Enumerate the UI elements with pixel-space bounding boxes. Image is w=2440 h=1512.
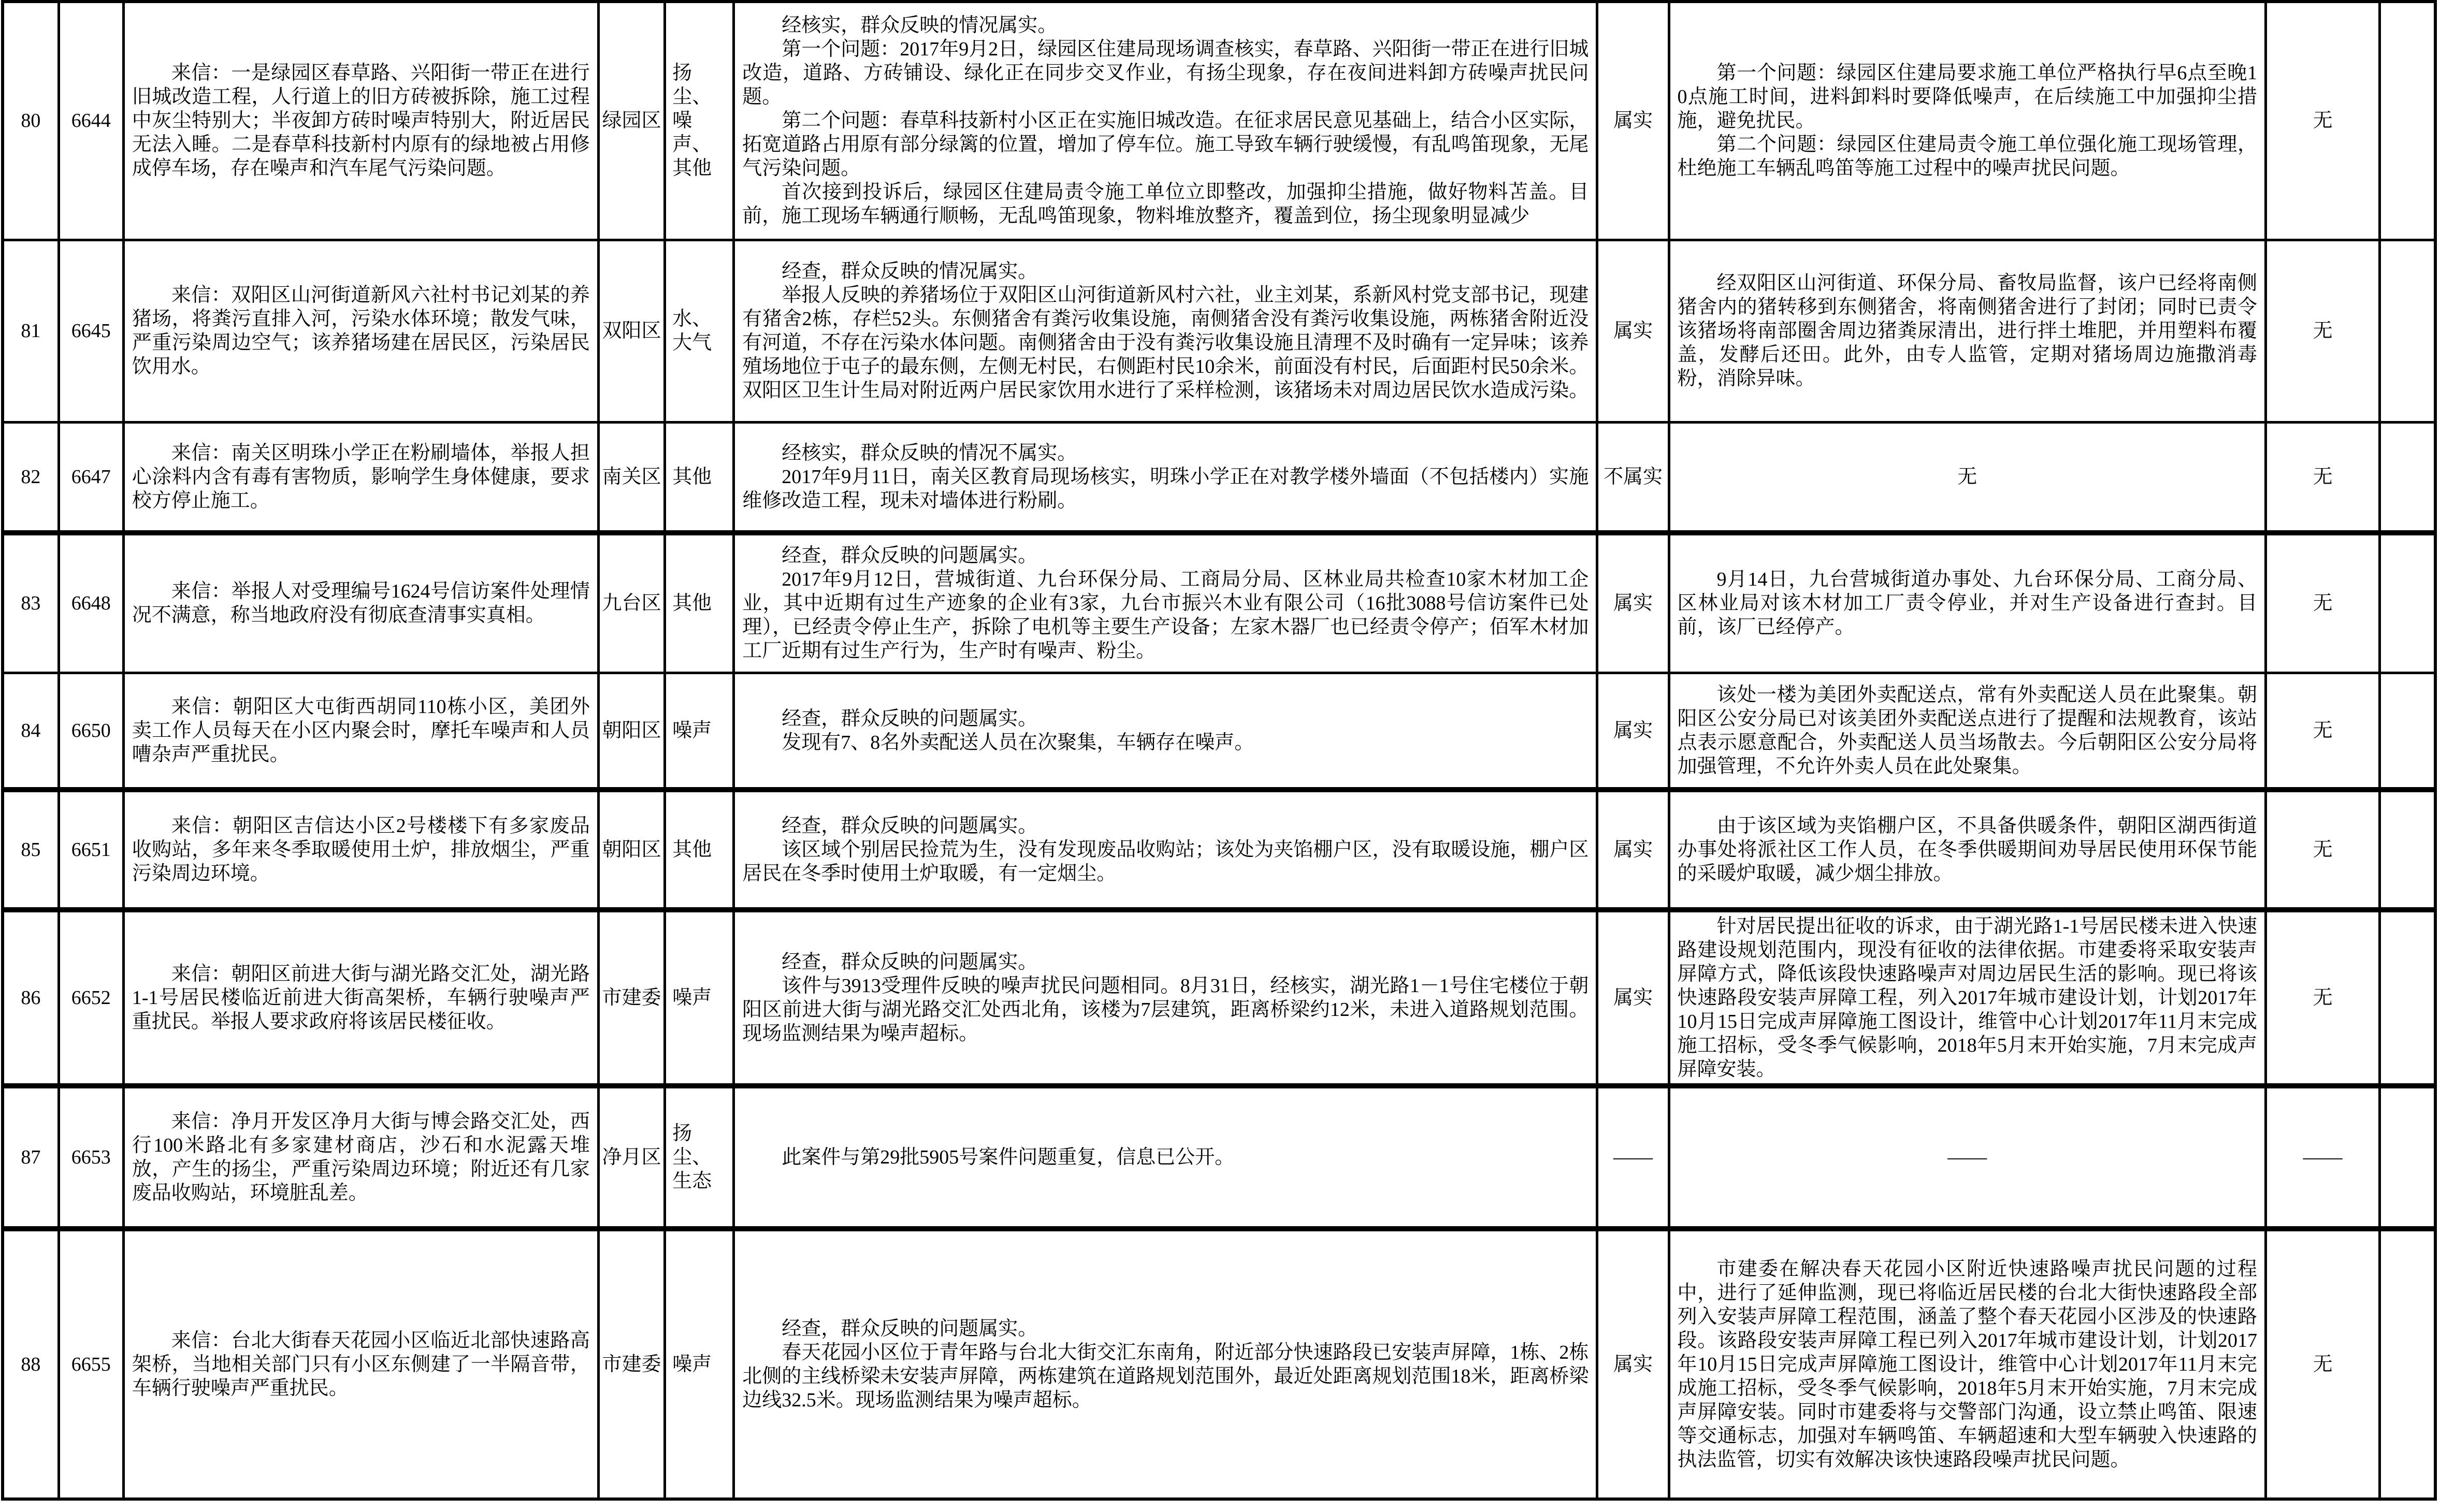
cell-remark: [2380, 2, 2435, 240]
cell-verified: 属实: [1597, 533, 1669, 673]
cell-measures: 针对居民提出征收的诉求，由于湖光路1-1号居民楼未进入快速路建设规划范围内，现没有征收的法律依据。市建委将采取安装声屏障方式，降低该段快速路噪声对周边居民生活的影响。现已将该快速路段安装声屏障工程，列入2017年城市建设计划，计划2017年10月15日完成声屏障施工图设计，维管中心计划2017年11月末完成施工招标，受冬季气候影响，2018年5月末开始实施，7月末完成声屏障安装。: [1669, 910, 2265, 1086]
cell-remark: [2380, 1229, 2435, 1499]
cell-case-id: 6648: [59, 533, 123, 673]
cell-complaint: 来信：举报人对受理编号1624号信访案件处理情况不满意，称当地政府没有彻底查清事实真相。: [123, 533, 598, 673]
cell-verified: 属实: [1597, 790, 1669, 910]
cell-case-id: 6652: [59, 910, 123, 1086]
cell-accountability: 无: [2266, 910, 2380, 1086]
table-body: [3, 2, 2435, 1499]
cell-row-number: 83: [3, 533, 59, 673]
table-row: [3, 673, 2435, 790]
cell-investigation: 经核实，群众反映的情况属实。 第一个问题：2017年9月2日，绿园区住建局现场调查核实，春草路、兴阳街一带正在进行旧城改造，道路、方砖铺设、绿化正在同步交叉作业，有扬尘现象，存在夜间进料卸方砖噪声扰民问题。 第二个问题：春草科技新村小区正在实施旧城改造。在征求居民意见基础上，结合小区实际，拓宽道路占用原有部分绿篱的位置，增加了停车位。施工导致车辆行驶缓慢，有乱鸣笛现象，无尾气污染问题。 首次接到投诉后，绿园区住建局责令施工单位立即整改，加强抑尘措施，做好物料苫盖。目前，施工现场车辆通行顺畅，无乱鸣笛现象，物料堆放整齐，覆盖到位，扬尘现象明显减少: [734, 2, 1597, 240]
cell-measures: 市建委在解决春天花园小区附近快速路噪声扰民问题的过程中，进行了延伸监测，现已将临近居民楼的台北大街快速路段全部列入安装声屏障工程范围，涵盖了整个春天花园小区涉及的快速路段。该路段安装声屏障工程已列入2017年城市建设计划，计划2017年10月15日完成声屏障施工图设计，维管中心计划2017年11月末完成施工招标，受冬季气候影响，2018年5月末开始实施，7月末完成声屏障安装。同时市建委将与交警部门沟通，设立禁止鸣笛、限速等交通标志，加强对车辆鸣笛、车辆超速和大型车辆驶入快速路的执法监管，切实有效解决该快速路段噪声扰民问题。: [1669, 1229, 2265, 1499]
cell-verified: 不属实: [1597, 422, 1669, 533]
cell-row-number: 86: [3, 910, 59, 1086]
cell-accountability: 无: [2266, 673, 2380, 790]
cell-row-number: 88: [3, 1229, 59, 1499]
cell-measures: 第一个问题：绿园区住建局要求施工单位严格执行早6点至晚10点施工时间，进料卸料时要降低噪声，在后续施工中加强抑尘措施，避免扰民。 第二个问题：绿园区住建局责令施工单位强化施工现场管理，杜绝施工车辆乱鸣笛等施工过程中的噪声扰民问题。: [1669, 2, 2265, 240]
cell-category: 噪声: [665, 673, 734, 790]
table-row: [3, 533, 2435, 673]
cell-district: 朝阳区: [598, 790, 665, 910]
cell-district: 市建委: [598, 910, 665, 1086]
cell-case-id: 6655: [59, 1229, 123, 1499]
cell-district: 朝阳区: [598, 673, 665, 790]
cell-investigation: 经查，群众反映的情况属实。 举报人反映的养猪场位于双阳区山河街道新风村六社，业主刘某，系新风村党支部书记，现建有猪舍2栋，存栏52头。东侧猪舍有粪污收集设施，南侧猪舍没有粪污收集设施，两栋猪舍附近没有河道，不存在污染水体问题。南侧猪舍由于没有粪污收集设施且清理不及时确有一定异味；该养殖场地位于屯子的最东侧，左侧无村民，右侧距村民10余米，前面没有村民，后面距村民50余米。双阳区卫生计生局对附近两户居民家饮用水进行了采样检测，该猪场未对周边居民饮水造成污染。: [734, 240, 1597, 422]
cell-measures: ——: [1669, 1086, 2265, 1229]
table-row: [3, 422, 2435, 533]
cell-case-id: 6653: [59, 1086, 123, 1229]
cell-verified: 属实: [1597, 240, 1669, 422]
cell-remark: [2380, 533, 2435, 673]
cell-district: 九台区: [598, 533, 665, 673]
cell-row-number: 84: [3, 673, 59, 790]
cell-case-id: 6651: [59, 790, 123, 910]
cell-row-number: 85: [3, 790, 59, 910]
cell-investigation: 经查，群众反映的问题属实。 2017年9月12日，营城街道、九台环保分局、工商局分局、区林业局共检查10家木材加工企业，其中近期有过生产迹象的企业有3家，九台市振兴木业有限公司（16批3088号信访案件已处理），已经责令停止生产，拆除了电机等主要生产设备；左家木器厂也已经责令停产；佰军木材加工厂近期有过生产行为，生产时有噪声、粉尘。: [734, 533, 1597, 673]
cell-complaint: 来信：朝阳区前进大街与湖光路交汇处，湖光路1-1号居民楼临近前进大街高架桥，车辆行驶噪声严重扰民。举报人要求政府将该居民楼征收。: [123, 910, 598, 1086]
cell-verified: 属实: [1597, 910, 1669, 1086]
cell-complaint: 来信：朝阳区大屯街西胡同110栋小区，美团外卖工作人员每天在小区内聚会时，摩托车噪声和人员嘈杂声严重扰民。: [123, 673, 598, 790]
cell-measures: 该处一楼为美团外卖配送点，常有外卖配送人员在此聚集。朝阳区公安分局已对该美团外卖配送点进行了提醒和法规教育，该站点表示愿意配合，外卖配送人员当场散去。今后朝阳区公安分局将加强管理，不允许外卖人员在此处聚集。: [1669, 673, 2265, 790]
cell-verified: 属实: [1597, 1229, 1669, 1499]
cell-accountability: ——: [2266, 1086, 2380, 1229]
cell-complaint: 来信：朝阳区吉信达小区2号楼楼下有多家废品收购站，多年来冬季取暖使用土炉，排放烟尘，严重污染周边环境。: [123, 790, 598, 910]
cell-category: 水、大气: [665, 240, 734, 422]
cell-investigation: 经查，群众反映的问题属实。 该件与3913受理件反映的噪声扰民问题相同。8月31日，经核实，湖光路1－1号住宅楼位于朝阳区前进大街与湖光路交汇处西北角，该楼为7层建筑，距离桥梁约12米，未进入道路规划范围。现场监测结果为噪声超标。: [734, 910, 1597, 1086]
cell-category: 其他: [665, 422, 734, 533]
cell-verified: 属实: [1597, 673, 1669, 790]
table-row: [3, 240, 2435, 422]
cell-category: 扬尘、噪声、其他: [665, 2, 734, 240]
cell-district: 绿园区: [598, 2, 665, 240]
table-row: [3, 910, 2435, 1086]
cell-case-id: 6650: [59, 673, 123, 790]
cell-district: 双阳区: [598, 240, 665, 422]
table-row: [3, 1229, 2435, 1499]
cell-remark: [2380, 422, 2435, 533]
cell-district: 市建委: [598, 1229, 665, 1499]
cell-remark: [2380, 1086, 2435, 1229]
cell-accountability: 无: [2266, 533, 2380, 673]
cell-category: 噪声: [665, 910, 734, 1086]
cell-row-number: 80: [3, 2, 59, 240]
cell-remark: [2380, 910, 2435, 1086]
cell-row-number: 81: [3, 240, 59, 422]
table-row: [3, 790, 2435, 910]
complaint-records-table: [1, 0, 2437, 1501]
cell-measures: 无: [1669, 422, 2265, 533]
cell-accountability: 无: [2266, 790, 2380, 910]
cell-category: 其他: [665, 533, 734, 673]
cell-investigation: 经查，群众反映的问题属实。 春天花园小区位于青年路与台北大街交汇东南角，附近部分快速路段已安装声屏障，1栋、2栋北侧的主线桥梁未安装声屏障，两栋建筑在道路规划范围外，最近处距离规划范围18米，距离桥梁边线32.5米。现场监测结果为噪声超标。: [734, 1229, 1597, 1499]
cell-verified: ——: [1597, 1086, 1669, 1229]
cell-remark: [2380, 673, 2435, 790]
cell-complaint: 来信：一是绿园区春草路、兴阳街一带正在进行旧城改造工程，人行道上的旧方砖被拆除，施工过程中灰尘特别大；半夜卸方砖时噪声特别大，附近居民无法入睡。二是春草科技新村内原有的绿地被占用修成停车场，存在噪声和汽车尾气污染问题。: [123, 2, 598, 240]
cell-accountability: 无: [2266, 1229, 2380, 1499]
cell-category: 其他: [665, 790, 734, 910]
cell-complaint: 来信：南关区明珠小学正在粉刷墙体，举报人担心涂料内含有毒有害物质，影响学生身体健康，要求校方停止施工。: [123, 422, 598, 533]
cell-category: 扬尘、生态: [665, 1086, 734, 1229]
cell-row-number: 82: [3, 422, 59, 533]
cell-measures: 经双阳区山河街道、环保分局、畜牧局监督，该户已经将南侧猪舍内的猪转移到东侧猪舍，将南侧猪舍进行了封闭；同时已责令该猪场将南部圈舍周边猪粪尿清出，进行拌土堆肥，并用塑料布覆盖，发酵后还田。此外，由专人监管，定期对猪场周边施撒消毒粉，消除异味。: [1669, 240, 2265, 422]
cell-investigation: 此案件与第29批5905号案件问题重复，信息已公开。: [734, 1086, 1597, 1229]
cell-district: 净月区: [598, 1086, 665, 1229]
cell-complaint: 来信：双阳区山河街道新风六社村书记刘某的养猪场，将粪污直排入河，污染水体环境；散发气味，严重污染周边空气；该养猪场建在居民区，污染居民饮用水。: [123, 240, 598, 422]
cell-complaint: 来信：净月开发区净月大街与博会路交汇处，西行100米路北有多家建材商店，沙石和水泥露天堆放，产生的扬尘，严重污染周边环境；附近还有几家废品收购站，环境脏乱差。: [123, 1086, 598, 1229]
cell-case-id: 6644: [59, 2, 123, 240]
table-row: [3, 1086, 2435, 1229]
cell-category: 噪声: [665, 1229, 734, 1499]
cell-district: 南关区: [598, 422, 665, 533]
cell-investigation: 经核实，群众反映的情况不属实。 2017年9月11日，南关区教育局现场核实，明珠小学正在对教学楼外墙面（不包括楼内）实施维修改造工程，现未对墙体进行粉刷。: [734, 422, 1597, 533]
cell-investigation: 经查，群众反映的问题属实。 该区域个别居民捡荒为生，没有发现废品收购站；该处为夹馅棚户区，没有取暖设施，棚户区居民在冬季时使用土炉取暖，有一定烟尘。: [734, 790, 1597, 910]
cell-remark: [2380, 240, 2435, 422]
cell-accountability: 无: [2266, 422, 2380, 533]
cell-case-id: 6647: [59, 422, 123, 533]
cell-case-id: 6645: [59, 240, 123, 422]
cell-measures: 9月14日，九台营城街道办事处、九台环保分局、工商分局、区林业局对该木材加工厂责令停业，并对生产设备进行查封。目前，该厂已经停产。: [1669, 533, 2265, 673]
cell-accountability: 无: [2266, 2, 2380, 240]
cell-remark: [2380, 790, 2435, 910]
cell-accountability: 无: [2266, 240, 2380, 422]
table-row: [3, 2, 2435, 240]
cell-complaint: 来信：台北大街春天花园小区临近北部快速路高架桥，当地相关部门只有小区东侧建了一半隔音带，车辆行驶噪声严重扰民。: [123, 1229, 598, 1499]
cell-investigation: 经查，群众反映的问题属实。 发现有7、8名外卖配送人员在次聚集，车辆存在噪声。: [734, 673, 1597, 790]
cell-measures: 由于该区域为夹馅棚户区，不具备供暖条件，朝阳区湖西街道办事处将派社区工作人员，在冬季供暖期间劝导居民使用环保节能的采暖炉取暖，减少烟尘排放。: [1669, 790, 2265, 910]
cell-row-number: 87: [3, 1086, 59, 1229]
cell-verified: 属实: [1597, 2, 1669, 240]
